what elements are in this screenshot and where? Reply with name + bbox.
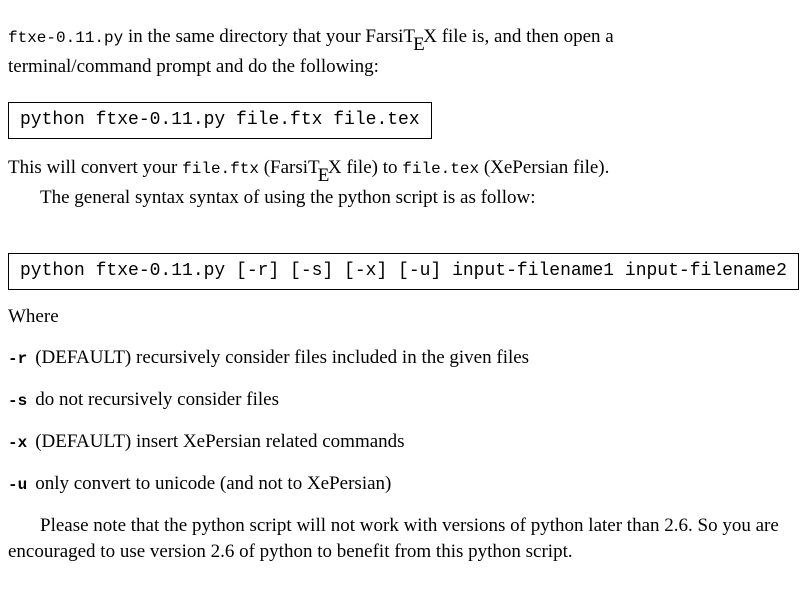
farsitex-prefix: Farsi: [365, 26, 404, 47]
code-box-1: python ftxe-0.11.py file.ftx file.tex: [8, 102, 432, 139]
inline-code-script-name: ftxe-0.11.py: [8, 29, 124, 47]
option-row-x: [8, 429, 797, 456]
farsitex-prefix: Farsi: [270, 156, 309, 178]
convert-paragraph: [8, 155, 797, 185]
inline-code-tex-file: file.tex: [402, 159, 480, 178]
code-box-2: python ftxe-0.11.py [-r] [-s] [-x] [-u] input-filename1 input-filename2: [8, 253, 799, 290]
tex-logo-e: E: [317, 164, 330, 186]
code-box-1-row: [8, 102, 797, 139]
note-paragraph: Please note that the python script will not work with versions of python later than 2.6. So you are encouraged to use version 2.6 of python to benefit from this python script.: [8, 514, 779, 562]
option-desc-s: do not recursively consider files: [35, 388, 279, 410]
tex-logo-x: X: [327, 156, 342, 178]
tex-logo-t: T: [308, 156, 320, 178]
option-desc-r: (DEFAULT) recursively consider files included in the given files: [35, 346, 530, 368]
inline-code-ftx-file: file.ftx: [182, 159, 259, 178]
option-flag-r: -r: [8, 349, 28, 368]
syntax-intro-line: The general syntax syntax of using the python script is as follow:: [40, 186, 536, 208]
intro-paragraph: [8, 24, 760, 80]
farsitex-wordmark: [365, 26, 437, 55]
option-flag-s: -s: [8, 391, 28, 410]
convert-open-paren: (: [258, 156, 271, 178]
option-row-u: [8, 471, 797, 498]
option-flag-u: -u: [8, 475, 28, 494]
convert-text-1: This will convert your: [8, 156, 183, 178]
option-desc-u: only convert to unicode (and not to XePersian): [35, 472, 392, 494]
where-label: Where: [8, 305, 59, 327]
option-flag-x: -x: [8, 433, 28, 452]
farsitex-wordmark: [270, 156, 342, 186]
tex-logo-x: X: [423, 26, 437, 47]
option-row-s: [8, 387, 797, 414]
intro-text-after-file: in the same directory that your: [123, 26, 366, 47]
convert-text-3: (XePersian file).: [479, 156, 610, 178]
convert-text-2: file) to: [341, 156, 403, 178]
tex-logo-t: T: [403, 26, 416, 47]
code-box-2-row: [8, 253, 797, 290]
option-desc-x: (DEFAULT) insert XePersian related commands: [35, 430, 405, 452]
option-row-r: [8, 345, 797, 372]
intro-text-after-tex: file is, and then open a terminal/command prompt and do the following:: [8, 26, 614, 77]
tex-logo-e: E: [413, 33, 425, 55]
